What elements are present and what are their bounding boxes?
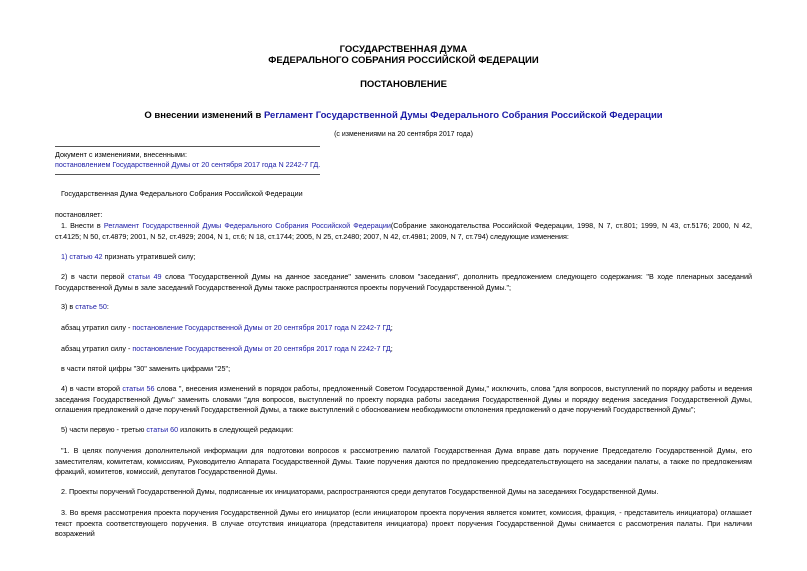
article-49-link[interactable]: статьи 49 (128, 272, 162, 281)
article-42-link[interactable]: 1) статью 42 (61, 252, 103, 261)
amendment-link-2[interactable]: постановление Государственной Думы от 20 сентября 2017 года N 2242-7 ГД (132, 344, 391, 353)
subtitle: (с изменениями на 20 сентября 2017 года) (334, 131, 473, 138)
amendment-link-1[interactable]: постановление Государственной Думы от 20 сентября 2017 года N 2242-7 ГД (132, 323, 391, 332)
quote-3: 3. Во время рассмотрения проекта поручения Государственной Думы его инициатор (если инициатором проекта поручения является комитет, комиссия, фракция, - представитель инициатора) оглашает текст проекта соответствующего поручения. В случае отсутствия инициатора (представителя инициатора) проект поручения Государственной Думы снимается с рассмотрения палаты. При наличии возражений (55, 508, 752, 539)
item-5: 5) части первую - третью статьи 60 изложить в следующей редакции: (61, 425, 294, 434)
abzac-3: в части пятой цифры "30" заменить цифрами "25"; (61, 364, 231, 373)
title-prefix: О внесении изменений в (144, 110, 264, 121)
changes-link[interactable]: постановлением Государственной Думы от 20 сентября 2017 года N 2242-7 ГД. (55, 160, 321, 169)
quote-2: 2. Проекты поручений Государственной Думы, подписанные их инициаторами, распространяются среди депутатов Государственной Думы на заседаниях Государственной Думы. (61, 487, 659, 496)
item-2: 2) в части первой статьи 49 слова "Государственной Думы на данное заседание" заменить словом "заседания", дополнить предложением следующего содержания: "В ходе пленарных заседаний Государственной Думы в зале заседаний Государственной Думы также распространяются проекты поручений Государственной Думы."; (55, 272, 752, 292)
item-4: 4) в части второй статьи 56 слова ", внесения изменений в порядок работы, предложенный Советом Государственной Думы," исключить, слова "для вопросов, выступлений по порядку работы и ведения заседания Государственной Думы" заменить словами "для вопросов, выступлений по проекту порядка работы заседания Государственной Думы и порядку ведения заседания Государственной Думы, оглашения предложений о даче поручений Государственной Думы, а также выступлений с обоснованием необходимости отклонения предложений о даче поручений Государственной Думы"; (55, 384, 753, 415)
divider-top (55, 146, 320, 147)
document-title (0, 110, 807, 121)
header-line-1: ГОСУДАРСТВЕННАЯ ДУМА (339, 44, 468, 55)
reglament-link[interactable]: Регламент Государственной Думы Федерального Собрания Российской Федерации (103, 221, 391, 230)
article-50-link[interactable]: статье 50 (75, 302, 107, 311)
article-60-link[interactable]: статьи 60 (146, 425, 179, 434)
item-1: 1) статью 42 признать утратившей силу; (61, 252, 196, 261)
abzac-1: абзац утратил силу - постановление Государственной Думы от 20 сентября 2017 года N 2242-7 ГД; (61, 323, 393, 332)
paragraph-1: 1. Внести в Регламент Государственной Думы Федерального Собрания Российской Федерации(Собрание законодательства Российской Федерации, 1998, N 7, ст.801; 1999, N 43, ст.5176; 2000, N 42, ст.4125; N 50, ст.4879; 2001, N 52, ст.4929; 2004, N 1, ст.6; N 18, ст.1744; 2005, N 25, ст.2480; 2007, N 42, ст.4981; 2009, N 7, ст.794) следующие изменения: (55, 221, 753, 241)
title-link[interactable]: Регламент Государственной Думы Федерального Собрания Российской Федерации (263, 110, 663, 121)
resolves-text: постановляет: (55, 210, 103, 219)
abzac-2: абзац утратил силу - постановление Государственной Думы от 20 сентября 2017 года N 2242-7 ГД; (61, 344, 393, 353)
header-line-2: ФЕДЕРАЛЬНОГО СОБРАНИЯ РОССИЙСКОЙ ФЕДЕРАЦИИ (268, 55, 539, 66)
doc-type: ПОСТАНОВЛЕНИЕ (360, 79, 447, 90)
divider-bottom (55, 174, 320, 175)
intro-text: Государственная Дума Федерального Собрания Российской Федерации (61, 189, 303, 198)
changes-line: Документ с изменениями, внесенными: (55, 150, 187, 159)
item-3: 3) в статье 50: (61, 302, 109, 311)
quote-1: "1. В целях получения дополнительной информации для подготовки вопросов к рассмотрению палатой Государственная Дума вправе дать поручение Председателю Государственной Думы, его заместителям, комитетам, комиссиям, Руководителю Аппарата Государственной Думы. Такие поручения даются по предложению председательствующего на заседании палаты, а также по предложениям фракций, комитетов, комиссий, депутатов Государственной Думы. (55, 446, 752, 477)
article-56-link[interactable]: статьи 56 (122, 384, 155, 393)
